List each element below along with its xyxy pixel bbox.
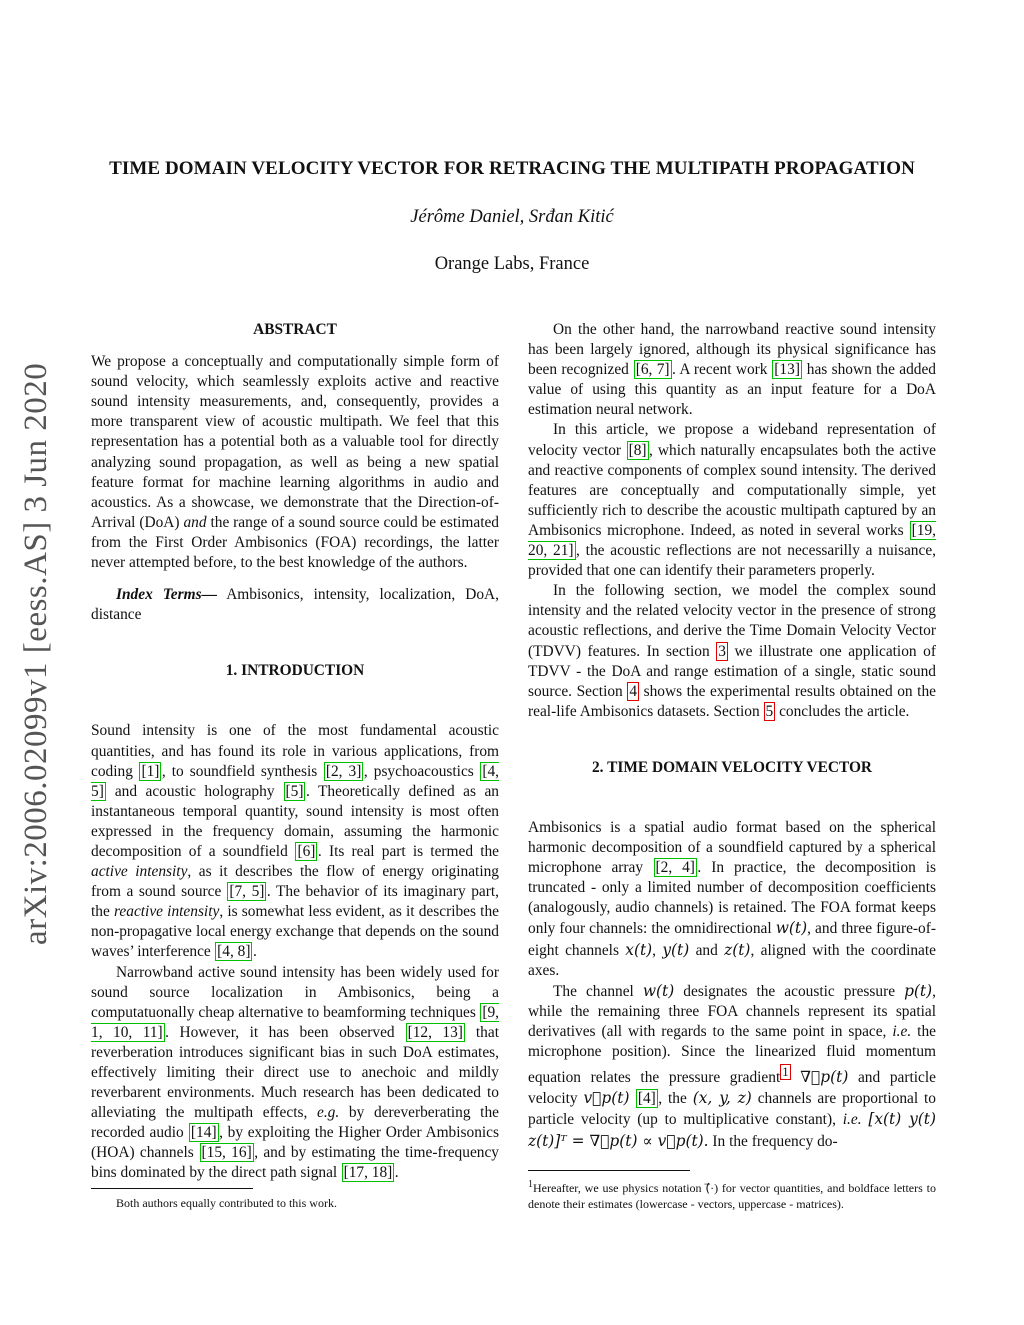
section-2-heading: 2. TIME DOMAIN VELOCITY VECTOR: [591, 758, 873, 776]
abstract-heading: ABSTRACT: [253, 321, 337, 338]
abstract-text: We propose a conceptually and computationally simple form of sound velocity, which seamlessly exploits active and reactive sound intensity measurements, and, consequently, provides a more transparent view of acoustic multipath. We feel that this representation has a potential both as a valuable tool for directly analyzing sound propagation, as well as being a new spatial feature format for machine learning algorithms in audio and acoustics. As a showcase, we demonstrate that the Direction-of-Arrival (DoA) and the range of a sound source could be estimated from the First Order Ambisonics (FOA) recordings, the latter never attempted before, to the best knowledge of the authors.: [91, 353, 499, 572]
math-inline: v⃗p(t): [583, 1089, 630, 1108]
footnote-text: Both authors equally contributed to this work.: [116, 1196, 337, 1210]
section-link[interactable]: 4: [629, 682, 638, 700]
citation-link[interactable]: [15, 16]: [201, 1144, 252, 1162]
math-inline: y(t): [662, 940, 690, 959]
paper-authors: Jérôme Daniel, Srđan Kitić: [410, 207, 614, 227]
citation-link[interactable]: [8]: [628, 441, 647, 459]
math-inline: ∇⃗p(t): [800, 1068, 849, 1087]
citation-link[interactable]: [6, 7]: [635, 361, 670, 379]
citation-link[interactable]: [4, 5]: [91, 762, 499, 800]
citation-link[interactable]: [14]: [190, 1124, 217, 1142]
intro-heading: 1. INTRODUCTION: [225, 662, 365, 680]
citation-link[interactable]: [4, 8]: [217, 943, 251, 961]
math-inline: w(t): [642, 981, 675, 1000]
citation-link[interactable]: [9, 1, 10, 11]: [91, 1003, 499, 1041]
citation-link[interactable]: [12, 13]: [407, 1023, 463, 1041]
citation-link[interactable]: [2, 3]: [325, 762, 362, 780]
right-column: [528, 320, 936, 1152]
right-paragraph-1: On the other hand, the narrowband reactive sound intensity has been largely ignored, although its physical significance has been recognized [6, 7] . A recent work [13] has shown the added value of using this quantity as an input feature for a DoA estimation neural network.: [528, 321, 936, 419]
math-inline: p(t): [904, 981, 933, 1000]
footnote-divider: [528, 1170, 690, 1171]
right-paragraph-2: In this article, we propose a wideband representation of velocity vector [8] , which naturally encapsulates both the active and reactive components of complex sound intensity. The derived features are conceptually and computationally simple, yet sufficiently rich to describe the acoustic multipath captured by an Ambisonics microphone. Indeed, as noted in several works [19, 20, 21] , the acoustic reflections are not necessarilly a nuisance, provided that one can identify their parameters properly.: [528, 421, 936, 580]
citation-link[interactable]: [4]: [637, 1090, 656, 1108]
intro-paragraph-2: Narrowband active sound intensity has been widely used for sound source localization in Ambisonics, being a computatuonally cheap alternative to beamforming techniques [9, 1, 10, 11] . However, it has been observed [12, 13] that reverberation introduces significant bias in such DoA estimates, effectively limiting their direct use to anechoic and mildly reverbarent environments. Much research has been dedicated to alleviating the multipath effects, e.g. by dereverberating the recorded audio [14] , by exploiting the Higher Order Ambisonics (HOA) channels [15, 16] , and by estimating the time-frequency bins dominated by the direct path signal [17, 18] .: [91, 963, 500, 1182]
section-2-paragraph-2: The channel w(t) designates the acoustic pressure p(t), while the remaining three FOA channels represent its spatial derivatives (all with regards to the same point in space, i.e. the microphone position). Since the linearized fluid momentum equation relates the pressure gradient $^1$ ∇⃗p(t) and particle velocity v⃗p(t) [4] , the (x, y, z) channels are proportional to particle velocity (up to multiplicative constant), i.e. [x(t) y(t) z(t)]ᵀ = ∇⃗p(t) ∝ v⃗p(t). In the frequency do-: [528, 981, 936, 1150]
footnote-text: $^1$Hereafter, we use physics notation (⃗·) for vector quantities, and boldface letters to denote their estimates (lowercase - vectors, uppercase - matrices).: [528, 1179, 936, 1211]
footnote-link[interactable]: 1: [782, 1065, 789, 1080]
citation-link[interactable]: [6]: [297, 842, 316, 860]
citation-link[interactable]: [5]: [285, 782, 304, 800]
section-link[interactable]: 3: [718, 642, 726, 660]
citation-link[interactable]: [13]: [774, 361, 800, 379]
arxiv-identifier: arXiv:2006.02099v1 [eess.AS] 3 Jun 2020: [18, 362, 54, 945]
section-2-paragraph-1: Ambisonics is a spatial audio format based on the spherical harmonic decomposition of a soundfield captured by a spherical microphone array [2, 4] . In practice, the decomposition is truncated - only a limited number of decomposition coefficients (analogously, audio channels) is retained. The FOA format keeps only four channels: the omnidirectional w(t), and three figure-of-eight channels x(t), y(t) and z(t), aligned with the coordinate axes.: [528, 818, 936, 979]
right-paragraph-3: In the following section, we model the complex sound intensity and the related velocity vector in the presence of strong acoustic reflections, and derive the Time Domain Velocity Vector (TDVV) features. In section 3 we illustrate one application of TDVV - the DoA and range estimation of a single, static sound source. Section 4 shows the experimental results obtained on the real-life Ambisonics datasets. Section 5 concludes the article.: [528, 582, 936, 720]
section-link[interactable]: 5: [765, 702, 774, 720]
left-column: [91, 320, 499, 1184]
index-terms: Index Terms— Ambisonics, intensity, localization, DoA, distance: [91, 586, 499, 624]
citation-link[interactable]: [19, 20, 21]: [528, 521, 936, 560]
right-footnote: [528, 1170, 936, 1212]
citation-link[interactable]: [7, 5]: [229, 883, 265, 901]
math-inline: (x, y, z): [692, 1089, 752, 1108]
citation-link[interactable]: [2, 4]: [655, 859, 695, 877]
math-inline: x(t): [625, 940, 653, 959]
citation-link[interactable]: [1]: [141, 762, 160, 780]
paper-affiliation: Orange Labs, France: [434, 254, 590, 274]
footnote-divider: [91, 1188, 253, 1189]
intro-paragraph-1: Sound intensity is one of the most fundamental acoustic quantities, and has found its role in various applications, from coding [1] , to soundfield synthesis [2, 3] , psychoacoustics [4, 5] and acoustic holography [5] . Theoretically defined as an instantaneous temporal quantity, sound intensity is most often expressed in the frequency domain, assuming the harmonic decomposition of a soundfield [6] . Its real part is termed the active intensity, as it describes the flow of energy originating from a sound source [7, 5] . The behavior of its imaginary part, the reactive intensity, is somewhat less evident, as it describes the non-propagative local energy exchange that depends on the sound waves’ interference [4, 8] .: [91, 722, 499, 961]
math-inline: w(t): [775, 919, 808, 938]
left-footnote: [91, 1188, 499, 1211]
math-inline: z(t): [724, 940, 751, 959]
math-inline: [x(t) y(t) z(t)]ᵀ = ∇⃗p(t) ∝ v⃗p(t).: [528, 1110, 936, 1150]
citation-link[interactable]: [17, 18]: [343, 1164, 393, 1182]
paper-title: TIME DOMAIN VELOCITY VECTOR FOR RETRACING THE MULTIPATH PROPAGATION: [109, 158, 915, 179]
